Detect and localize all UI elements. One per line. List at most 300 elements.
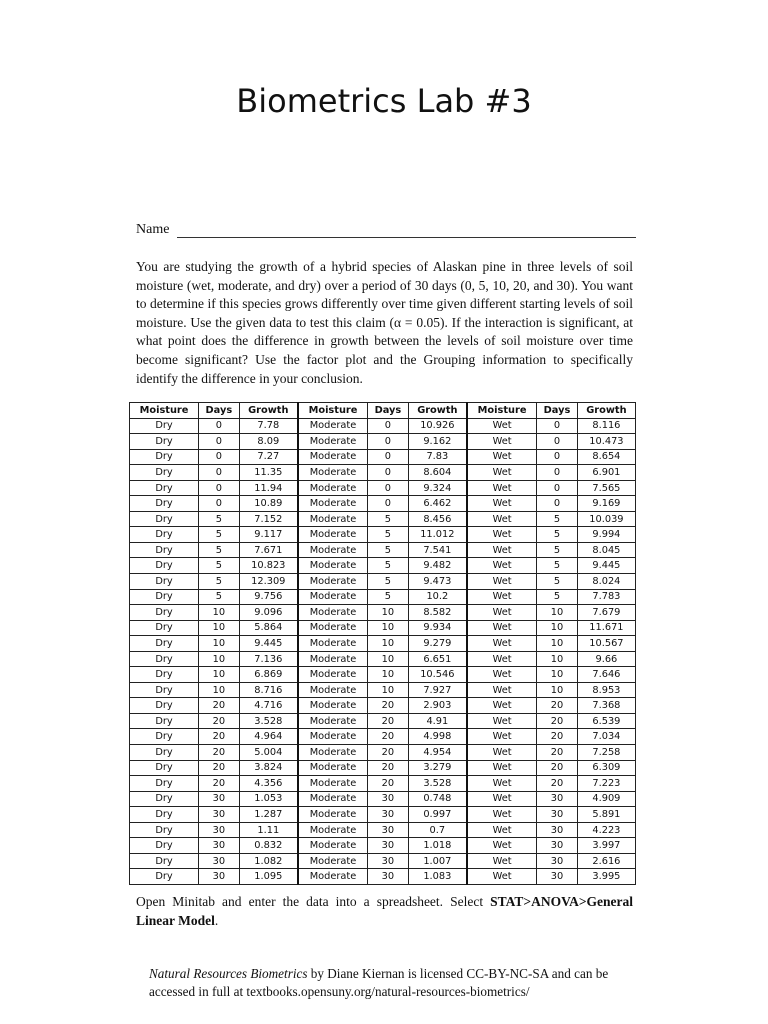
table-cell: Wet: [467, 558, 537, 574]
table-cell: Dry: [130, 853, 199, 869]
table-cell: 9.117: [239, 527, 298, 543]
table-cell: 20: [537, 713, 578, 729]
table-cell: 5: [537, 542, 578, 558]
table-row: [130, 636, 636, 652]
instructions-prefix: Open Minitab and enter the data into a spreadsheet. Select: [136, 894, 491, 909]
table-row: [130, 434, 636, 450]
table-cell: Moderate: [298, 760, 368, 776]
table-cell: 8.582: [408, 605, 467, 621]
table-cell: 10: [199, 605, 240, 621]
table-cell: 4.716: [239, 698, 298, 714]
table-cell: Moderate: [298, 449, 368, 465]
table-cell: 20: [368, 745, 409, 761]
table-cell: 0: [199, 449, 240, 465]
table-cell: Moderate: [298, 465, 368, 481]
table-cell: 4.998: [408, 729, 467, 745]
table-cell: 20: [368, 713, 409, 729]
table-cell: 11.94: [239, 480, 298, 496]
table-cell: Dry: [130, 542, 199, 558]
table-cell: 11.012: [408, 527, 467, 543]
table-cell: 20: [199, 729, 240, 745]
table-cell: 9.445: [577, 558, 635, 574]
table-cell: Wet: [467, 589, 537, 605]
table-cell: 10.039: [577, 511, 635, 527]
table-row: [130, 449, 636, 465]
table-cell: Dry: [130, 589, 199, 605]
table-cell: Dry: [130, 418, 199, 434]
table-cell: 0: [537, 449, 578, 465]
table-cell: Moderate: [298, 682, 368, 698]
table-cell: Wet: [467, 760, 537, 776]
table-cell: 0: [368, 434, 409, 450]
table-cell: 7.78: [239, 418, 298, 434]
table-cell: 6.869: [239, 667, 298, 683]
table-cell: 10: [368, 651, 409, 667]
table-cell: Moderate: [298, 822, 368, 838]
table-cell: 6.539: [577, 713, 635, 729]
table-cell: Dry: [130, 449, 199, 465]
table-cell: 5.864: [239, 620, 298, 636]
table-cell: 5: [368, 542, 409, 558]
table-cell: 9.756: [239, 589, 298, 605]
table-cell: 5: [537, 511, 578, 527]
table-row: [130, 480, 636, 496]
table-cell: 5: [368, 574, 409, 590]
table-cell: 5: [368, 589, 409, 605]
table-cell: Moderate: [298, 838, 368, 854]
table-cell: Wet: [467, 605, 537, 621]
table-cell: 10: [537, 605, 578, 621]
table-cell: 0: [537, 480, 578, 496]
table-cell: Moderate: [298, 558, 368, 574]
table-cell: Wet: [467, 667, 537, 683]
table-cell: 5: [199, 542, 240, 558]
table-cell: 1.053: [239, 791, 298, 807]
table-cell: Dry: [130, 760, 199, 776]
table-body: [130, 418, 636, 884]
table-cell: 10: [199, 636, 240, 652]
table-cell: 7.671: [239, 542, 298, 558]
table-cell: Wet: [467, 434, 537, 450]
table-cell: Wet: [467, 620, 537, 636]
table-cell: 5: [537, 574, 578, 590]
table-cell: 20: [537, 776, 578, 792]
column-header: Days: [537, 403, 578, 419]
name-field: [136, 222, 636, 238]
table-row: [130, 605, 636, 621]
table-cell: Moderate: [298, 667, 368, 683]
table-row: [130, 667, 636, 683]
table-cell: 30: [368, 791, 409, 807]
table-cell: 1.095: [239, 869, 298, 885]
table-cell: 5: [199, 558, 240, 574]
table-cell: 4.964: [239, 729, 298, 745]
table-cell: 1.083: [408, 869, 467, 885]
table-cell: Moderate: [298, 434, 368, 450]
table-cell: 5: [368, 511, 409, 527]
table-cell: 20: [199, 745, 240, 761]
table-cell: 10.567: [577, 636, 635, 652]
table-cell: 12.309: [239, 574, 298, 590]
table-row: [130, 527, 636, 543]
table-cell: Dry: [130, 558, 199, 574]
table-header-row: [130, 403, 636, 419]
table-cell: 0: [199, 465, 240, 481]
table-row: [130, 760, 636, 776]
table-row: [130, 496, 636, 512]
table-cell: 5: [537, 589, 578, 605]
table-cell: Dry: [130, 729, 199, 745]
table-row: [130, 745, 636, 761]
table-cell: 10.926: [408, 418, 467, 434]
instructions-suffix: .: [214, 912, 219, 928]
table-cell: 9.66: [577, 651, 635, 667]
table-row: [130, 713, 636, 729]
column-header: Moisture: [130, 403, 199, 419]
table-cell: 3.995: [577, 869, 635, 885]
table-row: [130, 698, 636, 714]
table-cell: 5: [537, 558, 578, 574]
table-cell: Wet: [467, 574, 537, 590]
table-row: [130, 776, 636, 792]
table-cell: 30: [199, 853, 240, 869]
table-row: [130, 620, 636, 636]
table-cell: 20: [199, 698, 240, 714]
table-cell: 9.324: [408, 480, 467, 496]
table-cell: 10.546: [408, 667, 467, 683]
table-cell: Wet: [467, 791, 537, 807]
table-cell: 20: [199, 776, 240, 792]
table-row: [130, 682, 636, 698]
table-cell: 5: [368, 527, 409, 543]
table-cell: Dry: [130, 620, 199, 636]
table-cell: 30: [199, 838, 240, 854]
table-cell: 7.136: [239, 651, 298, 667]
table-cell: 0: [368, 480, 409, 496]
table-cell: 0: [537, 434, 578, 450]
table-cell: Dry: [130, 869, 199, 885]
table-cell: 5: [537, 527, 578, 543]
table-cell: 7.646: [577, 667, 635, 683]
table-row: [130, 822, 636, 838]
table-cell: Wet: [467, 745, 537, 761]
data-table-container: [129, 402, 636, 885]
table-cell: 5: [199, 527, 240, 543]
table-cell: Wet: [467, 776, 537, 792]
table-cell: 6.901: [577, 465, 635, 481]
table-cell: 20: [368, 729, 409, 745]
table-cell: 4.356: [239, 776, 298, 792]
table-cell: 20: [537, 698, 578, 714]
table-cell: 9.473: [408, 574, 467, 590]
name-label: Name: [136, 222, 170, 237]
table-cell: 0: [199, 496, 240, 512]
table-cell: 10.2: [408, 589, 467, 605]
table-cell: 0: [537, 465, 578, 481]
table-cell: Wet: [467, 822, 537, 838]
table-cell: Dry: [130, 807, 199, 823]
table-cell: 7.368: [577, 698, 635, 714]
table-cell: Wet: [467, 542, 537, 558]
table-row: [130, 729, 636, 745]
table-cell: 1.11: [239, 822, 298, 838]
table-cell: Moderate: [298, 542, 368, 558]
table-cell: 30: [368, 807, 409, 823]
table-cell: Moderate: [298, 620, 368, 636]
table-cell: 5: [368, 558, 409, 574]
table-cell: Wet: [467, 651, 537, 667]
table-cell: 3.279: [408, 760, 467, 776]
table-cell: 6.309: [577, 760, 635, 776]
table-cell: 20: [537, 745, 578, 761]
table-cell: Dry: [130, 698, 199, 714]
credit-line: [149, 965, 649, 1001]
table-cell: 5.891: [577, 807, 635, 823]
table-cell: 0: [368, 465, 409, 481]
table-cell: 20: [537, 760, 578, 776]
table-cell: 30: [199, 791, 240, 807]
table-cell: 20: [199, 760, 240, 776]
table-cell: Moderate: [298, 496, 368, 512]
table-cell: Wet: [467, 869, 537, 885]
table-cell: Dry: [130, 776, 199, 792]
table-cell: 0.748: [408, 791, 467, 807]
instructions-paragraph: [136, 893, 633, 930]
table-cell: 10: [199, 667, 240, 683]
table-cell: 8.09: [239, 434, 298, 450]
table-cell: 8.654: [577, 449, 635, 465]
table-cell: Moderate: [298, 729, 368, 745]
growth-data-table: [129, 402, 636, 885]
table-cell: 8.045: [577, 542, 635, 558]
table-cell: 5: [199, 574, 240, 590]
table-cell: Wet: [467, 511, 537, 527]
table-cell: 20: [368, 760, 409, 776]
table-row: [130, 558, 636, 574]
table-row: [130, 791, 636, 807]
table-cell: 4.909: [577, 791, 635, 807]
table-cell: Moderate: [298, 745, 368, 761]
table-cell: 30: [537, 853, 578, 869]
table-cell: Dry: [130, 605, 199, 621]
table-cell: Dry: [130, 496, 199, 512]
table-cell: 6.462: [408, 496, 467, 512]
table-cell: Moderate: [298, 791, 368, 807]
table-cell: Dry: [130, 745, 199, 761]
table-cell: Moderate: [298, 574, 368, 590]
table-cell: 7.258: [577, 745, 635, 761]
table-cell: Moderate: [298, 713, 368, 729]
table-cell: Dry: [130, 651, 199, 667]
table-cell: 6.651: [408, 651, 467, 667]
table-cell: 30: [368, 838, 409, 854]
table-cell: 0: [368, 496, 409, 512]
table-cell: 7.152: [239, 511, 298, 527]
table-cell: Moderate: [298, 605, 368, 621]
table-cell: 10: [368, 636, 409, 652]
table-cell: Dry: [130, 822, 199, 838]
table-row: [130, 869, 636, 885]
table-cell: Wet: [467, 636, 537, 652]
table-cell: 30: [537, 807, 578, 823]
table-cell: 0: [537, 496, 578, 512]
table-row: [130, 807, 636, 823]
table-cell: Moderate: [298, 853, 368, 869]
table-cell: 0: [199, 480, 240, 496]
table-cell: 8.116: [577, 418, 635, 434]
table-cell: 0: [368, 418, 409, 434]
table-cell: 3.528: [239, 713, 298, 729]
table-cell: 1.082: [239, 853, 298, 869]
table-cell: 10: [537, 667, 578, 683]
table-cell: 0.997: [408, 807, 467, 823]
table-cell: Dry: [130, 667, 199, 683]
table-cell: 30: [537, 822, 578, 838]
table-cell: Dry: [130, 713, 199, 729]
table-cell: 9.279: [408, 636, 467, 652]
table-cell: 7.223: [577, 776, 635, 792]
table-cell: Wet: [467, 698, 537, 714]
table-cell: 20: [537, 729, 578, 745]
table-cell: 10.89: [239, 496, 298, 512]
table-cell: 4.223: [577, 822, 635, 838]
table-cell: Moderate: [298, 527, 368, 543]
table-cell: Dry: [130, 465, 199, 481]
table-row: [130, 465, 636, 481]
table-cell: 10: [199, 682, 240, 698]
table-cell: 9.096: [239, 605, 298, 621]
table-cell: 30: [537, 869, 578, 885]
table-cell: 7.034: [577, 729, 635, 745]
table-cell: 11.35: [239, 465, 298, 481]
table-cell: Wet: [467, 449, 537, 465]
table-cell: 10: [368, 620, 409, 636]
table-cell: Moderate: [298, 807, 368, 823]
table-cell: Dry: [130, 574, 199, 590]
table-row: [130, 838, 636, 854]
table-cell: 10: [537, 636, 578, 652]
column-header: Days: [368, 403, 409, 419]
table-cell: 8.604: [408, 465, 467, 481]
table-cell: 2.616: [577, 853, 635, 869]
table-cell: 10.823: [239, 558, 298, 574]
table-row: [130, 418, 636, 434]
table-cell: 11.671: [577, 620, 635, 636]
intro-paragraph: You are studying the growth of a hybrid species of Alaskan pine in three levels of soil moisture (wet, moderate, and dry) over a period of 30 days (0, 5, 10, 20, and 30). You want to determine if this species grows differently over time given different starting levels of soil moisture. Use the given data to test this claim (α = 0.05). If the interaction is significant, at what point does the difference in growth between the levels of soil moisture over time become significant? Use the factor plot and the Grouping information to specifically identify the difference in your conclusion.: [136, 259, 633, 386]
table-cell: Dry: [130, 480, 199, 496]
table-cell: 1.007: [408, 853, 467, 869]
table-cell: 4.954: [408, 745, 467, 761]
table-cell: 3.824: [239, 760, 298, 776]
table-cell: Wet: [467, 418, 537, 434]
table-cell: Moderate: [298, 636, 368, 652]
table-cell: 8.456: [408, 511, 467, 527]
column-header: Days: [199, 403, 240, 419]
table-cell: 10: [368, 605, 409, 621]
table-cell: 8.953: [577, 682, 635, 698]
table-cell: 4.91: [408, 713, 467, 729]
table-cell: Moderate: [298, 651, 368, 667]
table-cell: 10: [537, 620, 578, 636]
table-cell: Dry: [130, 434, 199, 450]
table-cell: Moderate: [298, 511, 368, 527]
table-cell: 30: [368, 822, 409, 838]
column-header: Moisture: [467, 403, 537, 419]
table-row: [130, 574, 636, 590]
table-cell: 7.83: [408, 449, 467, 465]
table-cell: Wet: [467, 807, 537, 823]
table-row: [130, 542, 636, 558]
table-cell: Moderate: [298, 589, 368, 605]
table-cell: 30: [199, 869, 240, 885]
table-cell: 30: [537, 838, 578, 854]
table-cell: 30: [368, 853, 409, 869]
table-cell: 7.27: [239, 449, 298, 465]
table-cell: 0: [199, 418, 240, 434]
table-cell: Wet: [467, 480, 537, 496]
credit-text: by Diane Kiernan is licensed CC-BY-NC-SA and can be accessed in full at textbooks.opensuny.org/natural-resources-biometrics/: [149, 966, 609, 999]
table-cell: 5: [199, 589, 240, 605]
table-cell: Dry: [130, 511, 199, 527]
column-header: Growth: [577, 403, 635, 419]
table-cell: 10: [537, 682, 578, 698]
table-cell: 3.997: [577, 838, 635, 854]
table-cell: 10: [199, 651, 240, 667]
table-cell: Moderate: [298, 480, 368, 496]
table-cell: Dry: [130, 791, 199, 807]
table-row: [130, 853, 636, 869]
table-cell: 0: [199, 434, 240, 450]
table-cell: 8.716: [239, 682, 298, 698]
table-row: [130, 589, 636, 605]
table-cell: 30: [537, 791, 578, 807]
table-cell: 5: [199, 511, 240, 527]
table-cell: Moderate: [298, 418, 368, 434]
table-cell: 0: [537, 418, 578, 434]
table-cell: Wet: [467, 713, 537, 729]
table-cell: 20: [368, 698, 409, 714]
table-cell: 7.783: [577, 589, 635, 605]
table-cell: 9.482: [408, 558, 467, 574]
table-cell: 1.018: [408, 838, 467, 854]
table-row: [130, 651, 636, 667]
table-cell: 30: [368, 869, 409, 885]
book-title: Natural Resources Biometrics: [149, 966, 308, 981]
table-cell: Moderate: [298, 698, 368, 714]
table-cell: 2.903: [408, 698, 467, 714]
table-cell: 9.162: [408, 434, 467, 450]
table-cell: Wet: [467, 496, 537, 512]
table-cell: 7.565: [577, 480, 635, 496]
column-header: Growth: [239, 403, 298, 419]
table-cell: 0: [368, 449, 409, 465]
table-cell: Wet: [467, 853, 537, 869]
table-cell: 7.679: [577, 605, 635, 621]
name-blank-line: [177, 224, 636, 238]
column-header: Growth: [408, 403, 467, 419]
table-cell: Dry: [130, 682, 199, 698]
table-cell: Dry: [130, 636, 199, 652]
table-cell: Wet: [467, 527, 537, 543]
table-cell: Wet: [467, 838, 537, 854]
table-cell: Moderate: [298, 869, 368, 885]
table-cell: 10: [537, 651, 578, 667]
table-cell: Dry: [130, 838, 199, 854]
table-row: [130, 511, 636, 527]
table-cell: 0.7: [408, 822, 467, 838]
column-header: Moisture: [298, 403, 368, 419]
table-cell: 3.528: [408, 776, 467, 792]
